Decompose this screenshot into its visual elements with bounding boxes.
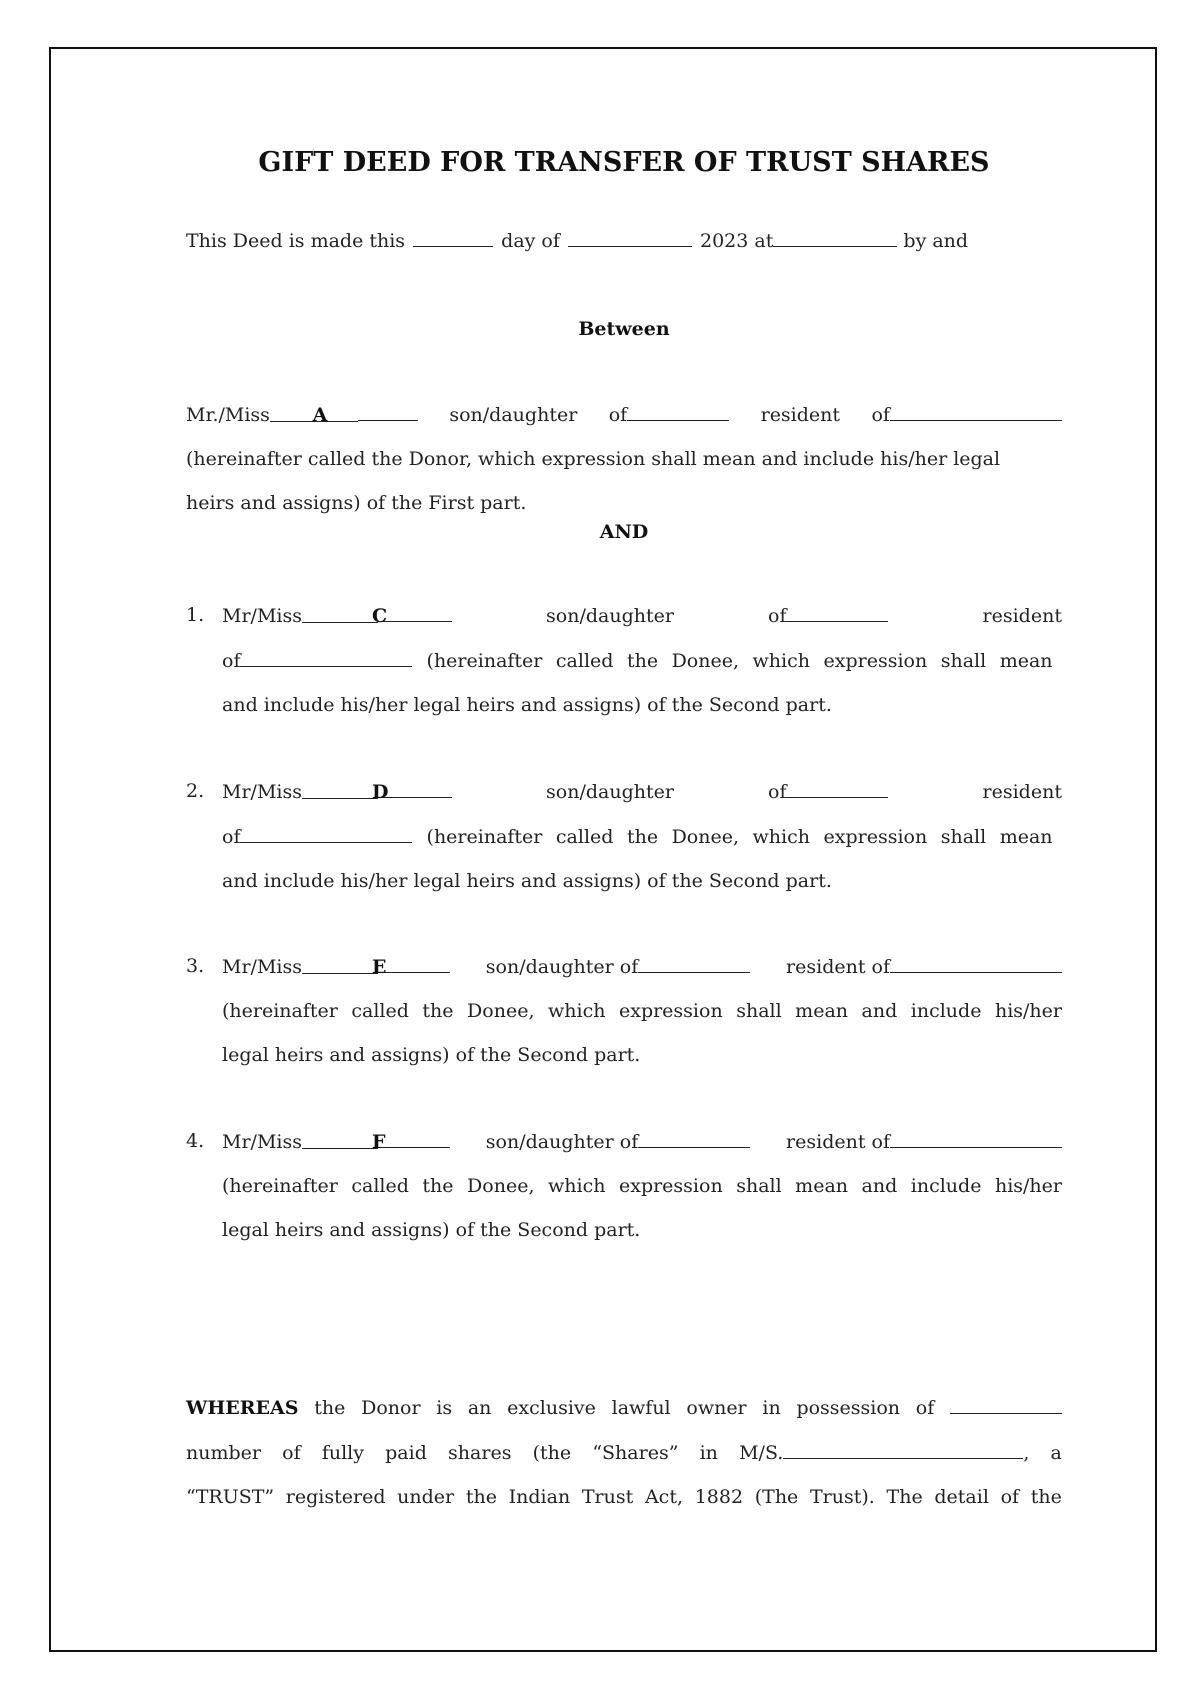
donor-prefix: Mr./Miss: [186, 404, 270, 426]
whereas-word: of: [1000, 1486, 1020, 1508]
whereas-word: the: [465, 1486, 497, 1508]
donee-item-3: [186, 944, 1062, 1077]
donee-resident: resident: [982, 781, 1062, 803]
whereas-word: The: [886, 1486, 923, 1508]
donee-parent-blank[interactable]: [638, 1119, 750, 1148]
donee-parent-blank[interactable]: [786, 769, 888, 798]
donor-son-daughter: son/daughter: [449, 404, 578, 426]
whereas-paragraph: [186, 1385, 1062, 1519]
donee-name-field[interactable]: [302, 770, 389, 803]
donor-of-1: of: [608, 404, 628, 426]
page-title: GIFT DEED FOR TRANSFER OF TRUST SHARES: [258, 147, 990, 178]
donee-address-blank[interactable]: [240, 638, 412, 667]
donee-line-3: and include his/her legal heirs and assigns) of the Second part.: [222, 870, 832, 892]
donee-address-blank[interactable]: [890, 944, 1062, 973]
donee-name: F: [371, 1131, 386, 1153]
place-blank[interactable]: [773, 218, 897, 247]
donee-prefix: Mr/Miss: [222, 605, 302, 627]
between-heading: Between: [578, 318, 670, 340]
donee-parent-blank[interactable]: [786, 593, 888, 622]
whereas-word: (the: [532, 1442, 572, 1464]
donee-line-1: [222, 593, 1062, 638]
donee-parent-blank[interactable]: [638, 944, 750, 973]
donee-resident: resident: [982, 605, 1062, 627]
donee-line-2-text: (hereinafter called the Donee, which expression shall mean: [426, 650, 1053, 672]
month-blank[interactable]: [568, 218, 692, 247]
donor-address-blank[interactable]: [890, 392, 1062, 421]
donee-resident-of: resident of: [786, 956, 890, 978]
whereas-word: fully: [321, 1442, 364, 1464]
donee-name-field[interactable]: [302, 1120, 386, 1153]
donee-name: C: [371, 605, 388, 627]
whereas-word: a: [1050, 1442, 1062, 1464]
donee-of-2: of: [222, 826, 241, 848]
donee-line-3: legal heirs and assigns) of the Second part.: [222, 1044, 641, 1066]
whereas-word: detail: [934, 1486, 989, 1508]
donee-name-tail[interactable]: [378, 593, 452, 622]
donor-name-field[interactable]: [270, 393, 358, 426]
whereas-lead: WHEREAS: [186, 1397, 299, 1419]
donee-son-daughter: son/daughter: [546, 605, 674, 627]
donee-number: 4.: [186, 1130, 205, 1152]
whereas-word: registered: [285, 1486, 386, 1508]
donee-name-tail[interactable]: [378, 769, 452, 798]
donor-line-1: [186, 392, 1062, 437]
donee-of-1: of: [768, 605, 787, 627]
donor-block: [186, 392, 1062, 525]
whereas-word: lawful: [611, 1397, 671, 1419]
whereas-word: owner: [686, 1397, 747, 1419]
intro-text-3: 2023 at: [700, 230, 774, 252]
donor-of-2: of: [871, 404, 890, 426]
donee-line-1: [222, 769, 1062, 814]
whereas-ms: M/S.: [739, 1442, 784, 1464]
whereas-word: of: [915, 1397, 935, 1419]
donee-number: 2.: [186, 780, 205, 802]
donee-line-1: [222, 944, 1062, 989]
donee-line-2: [222, 814, 1062, 859]
donee-line-1: [222, 1119, 1062, 1164]
donee-name-tail[interactable]: [378, 1119, 450, 1148]
whereas-word: exclusive: [507, 1397, 596, 1419]
whereas-word: is: [436, 1397, 453, 1419]
whereas-word: Trust).: [810, 1486, 875, 1508]
donee-line-2: (hereinafter called the Donee, which expression shall mean and include his/her: [222, 1000, 1062, 1022]
donee-line-3: and include his/her legal heirs and assigns) of the Second part.: [222, 694, 832, 716]
donor-parent-blank[interactable]: [627, 392, 729, 421]
donee-address-blank[interactable]: [240, 814, 412, 843]
donee-item-1: [186, 593, 1062, 727]
whereas-word: number: [186, 1442, 261, 1464]
donee-name-tail[interactable]: [378, 944, 450, 973]
trust-name-blank[interactable]: [783, 1430, 1023, 1459]
intro-line: [186, 218, 1062, 263]
donee-son-daughter-of: son/daughter of: [485, 1131, 639, 1153]
donee-of-2: of: [222, 650, 241, 672]
whereas-word: an: [467, 1397, 492, 1419]
donee-name: D: [371, 781, 389, 803]
donee-son-daughter: son/daughter: [546, 781, 674, 803]
intro-text-4: by and: [903, 230, 969, 252]
donee-line-2-text: (hereinafter called the Donee, which expression shall mean: [426, 826, 1053, 848]
whereas-word: under: [397, 1486, 455, 1508]
donee-number: 1.: [186, 604, 205, 626]
donee-son-daughter-of: son/daughter of: [485, 956, 639, 978]
whereas-word: “Shares”: [592, 1442, 679, 1464]
whereas-word: of: [282, 1442, 301, 1464]
whereas-line-3: [186, 1475, 1062, 1519]
donor-line-3: heirs and assigns) of the First part.: [186, 492, 527, 514]
whereas-line-2: [186, 1430, 1062, 1475]
donee-prefix: Mr/Miss: [222, 1131, 302, 1153]
whereas-word: Indian: [508, 1486, 571, 1508]
whereas-word: the: [314, 1397, 346, 1419]
intro-text-2: day of: [501, 230, 560, 252]
donee-of-1: of: [768, 781, 787, 803]
whereas-word: paid: [385, 1442, 427, 1464]
whereas-word: possession: [796, 1397, 901, 1419]
donee-address-blank[interactable]: [890, 1119, 1062, 1148]
donor-resident: resident: [760, 404, 841, 426]
whereas-word: (The: [754, 1486, 799, 1508]
whereas-word: the: [1030, 1486, 1062, 1508]
donor-name-tail[interactable]: [358, 392, 418, 421]
whereas-word: shares: [448, 1442, 512, 1464]
whereas-word: in: [699, 1442, 718, 1464]
whereas-word: Act,: [644, 1486, 683, 1508]
donee-item-2: [186, 769, 1062, 903]
donor-line-2: (hereinafter called the Donor, which expression shall mean and include his/her legal: [186, 448, 1001, 470]
donee-item-4: [186, 1119, 1062, 1252]
day-blank[interactable]: [413, 218, 493, 247]
and-heading: AND: [599, 521, 649, 543]
donor-name: A: [312, 404, 328, 426]
donee-name-field[interactable]: [302, 594, 388, 627]
donee-prefix: Mr/Miss: [222, 956, 302, 978]
donee-line-3: legal heirs and assigns) of the Second part.: [222, 1219, 641, 1241]
donee-resident-of: resident of: [786, 1131, 890, 1153]
donee-number: 3.: [186, 955, 205, 977]
donee-name: E: [371, 956, 387, 978]
whereas-word: “TRUST”: [186, 1486, 275, 1508]
donee-line-2: (hereinafter called the Donee, which expression shall mean and include his/her: [222, 1175, 1062, 1197]
whereas-line-1: [186, 1385, 1062, 1430]
intro-text-1: This Deed is made this: [186, 230, 406, 252]
donee-line-2: [222, 638, 1062, 683]
whereas-word: Donor: [361, 1397, 421, 1419]
whereas-word: in: [762, 1397, 781, 1419]
whereas-comma: ,: [1023, 1442, 1030, 1464]
donee-name-field[interactable]: [302, 945, 387, 978]
whereas-word: Trust: [581, 1486, 634, 1508]
share-count-blank[interactable]: [950, 1385, 1062, 1414]
donee-prefix: Mr/Miss: [222, 781, 302, 803]
whereas-word: 1882: [694, 1486, 744, 1508]
